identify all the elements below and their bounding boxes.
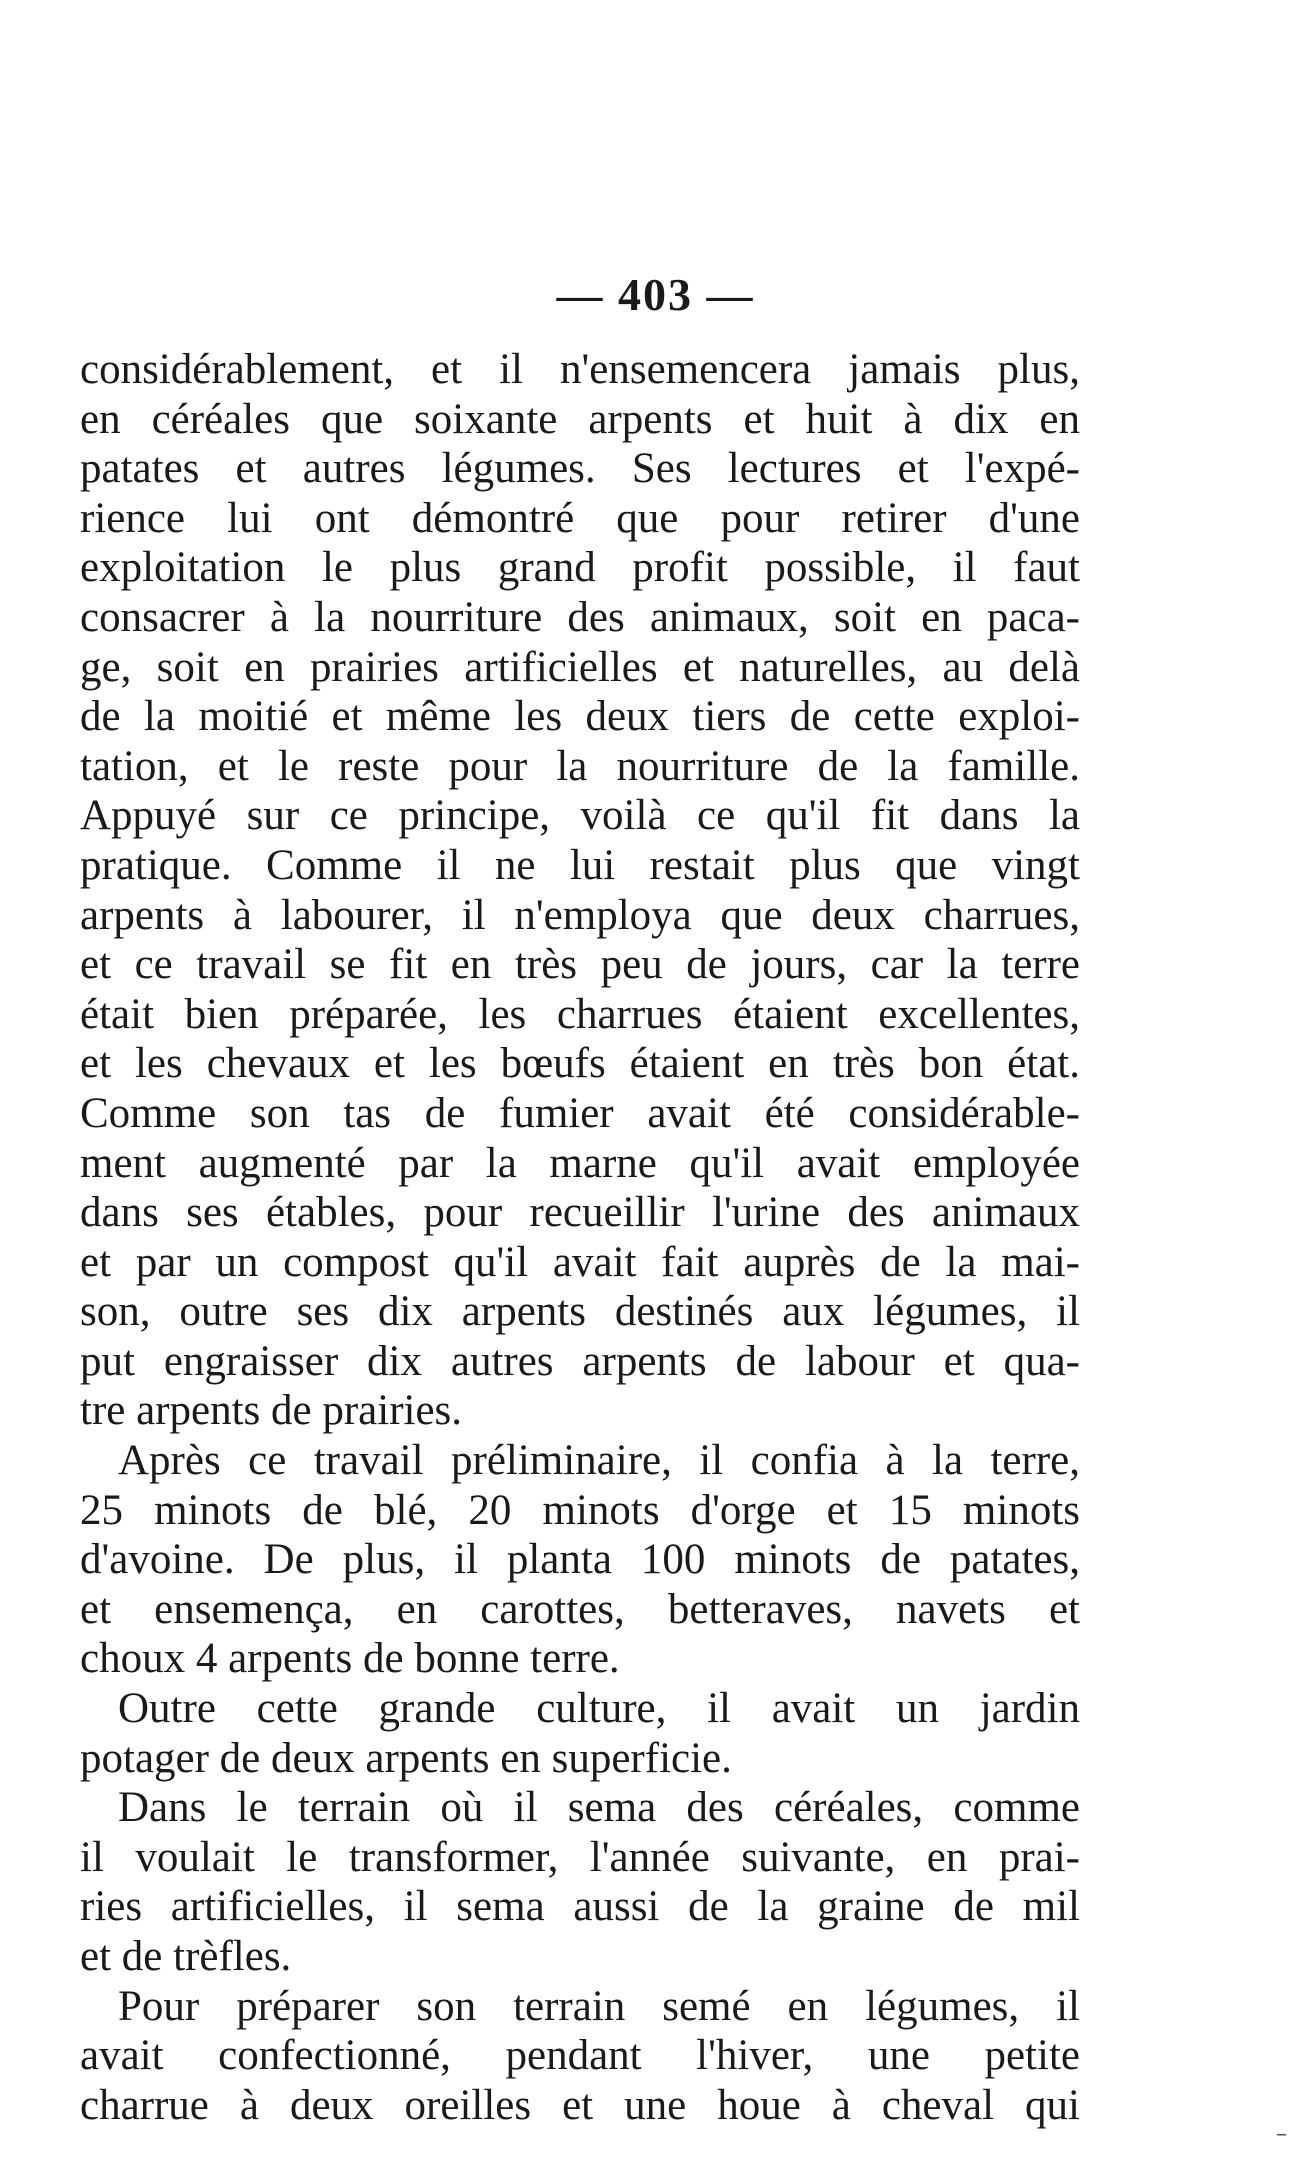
text-line: potager de deux arpents en superficie. — [80, 1734, 732, 1782]
text-line: ries artificielles, il sema aussi de la graine de mil — [80, 1883, 1080, 1931]
text-line: d'avoine. De plus, il planta 100 minots de patates, — [80, 1536, 1080, 1584]
text-line: Pour préparer son terrain semé en légumes, il — [118, 1982, 1080, 2030]
text-line: consacrer à la nourriture des animaux, soit en paca- — [80, 593, 1080, 641]
text-line: de la moitié et même les deux tiers de cette exploi- — [80, 693, 1080, 741]
text-line: était bien préparée, les charrues étaient excellentes, — [80, 990, 1080, 1038]
text-line: 25 minots de blé, 20 minots d'orge et 15 minots — [80, 1486, 1080, 1534]
text-line: dans ses étables, pour recueillir l'urine des animaux — [80, 1189, 1080, 1237]
corner-mark: – — [1276, 2122, 1287, 2147]
text-line: et par un compost qu'il avait fait auprès de la mai- — [80, 1238, 1080, 1286]
text-line: en céréales que soixante arpents et huit à dix en — [80, 395, 1080, 443]
text-line: et ce travail se fit en très peu de jours, car la terre — [80, 941, 1080, 989]
text-line: choux 4 arpents de bonne terre. — [80, 1635, 620, 1683]
text-line: Outre cette grande culture, il avait un jardin — [118, 1685, 1080, 1733]
text-line: et les chevaux et les bœufs étaient en très bon état. — [80, 1040, 1080, 1088]
text-line: considérablement, et il n'ensemencera jamais plus, — [80, 346, 1080, 393]
text-line: Comme son tas de fumier avait été considérable- — [80, 1089, 1080, 1137]
text-line: Appuyé sur ce principe, voilà ce qu'il fit dans la — [80, 792, 1080, 840]
text-line: et ensemença, en carottes, betteraves, navets et — [80, 1585, 1080, 1633]
text-line: charrue à deux oreilles et une houe à cheval qui — [80, 2081, 1080, 2129]
text-line: Après ce travail préliminaire, il confia à la terre, — [118, 1437, 1080, 1485]
text-line: Dans le terrain où il sema des céréales, comme — [118, 1784, 1080, 1832]
body-text — [80, 345, 1080, 2130]
text-line: rience lui ont démontré que pour retirer d'une — [80, 494, 1080, 542]
text-line: exploitation le plus grand profit possible, il faut — [80, 544, 1080, 592]
page-number: — 403 — — [556, 269, 755, 320]
text-line: arpents à labourer, il n'employa que deux charrues, — [80, 891, 1080, 939]
text-line: son, outre ses dix arpents destinés aux légumes, il — [80, 1288, 1080, 1336]
text-line: ment augmenté par la marne qu'il avait employée — [80, 1139, 1080, 1187]
text-line: ge, soit en prairies artificielles et naturelles, au delà — [80, 643, 1080, 691]
text-line: pratique. Comme il ne lui restait plus que vingt — [80, 841, 1080, 889]
text-line: tation, et le reste pour la nourriture de la famille. — [80, 742, 1080, 790]
text-line: avait confectionné, pendant l'hiver, une petite — [80, 2032, 1080, 2080]
text-line: tre arpents de prairies. — [80, 1387, 463, 1435]
text-line: il voulait le transformer, l'année suivante, en prai- — [80, 1833, 1080, 1881]
text-line: put engraisser dix autres arpents de labour et qua- — [80, 1337, 1080, 1385]
text-line: patates et autres légumes. Ses lectures et l'expé- — [80, 445, 1080, 493]
text-line: et de trèfles. — [80, 1933, 292, 1980]
